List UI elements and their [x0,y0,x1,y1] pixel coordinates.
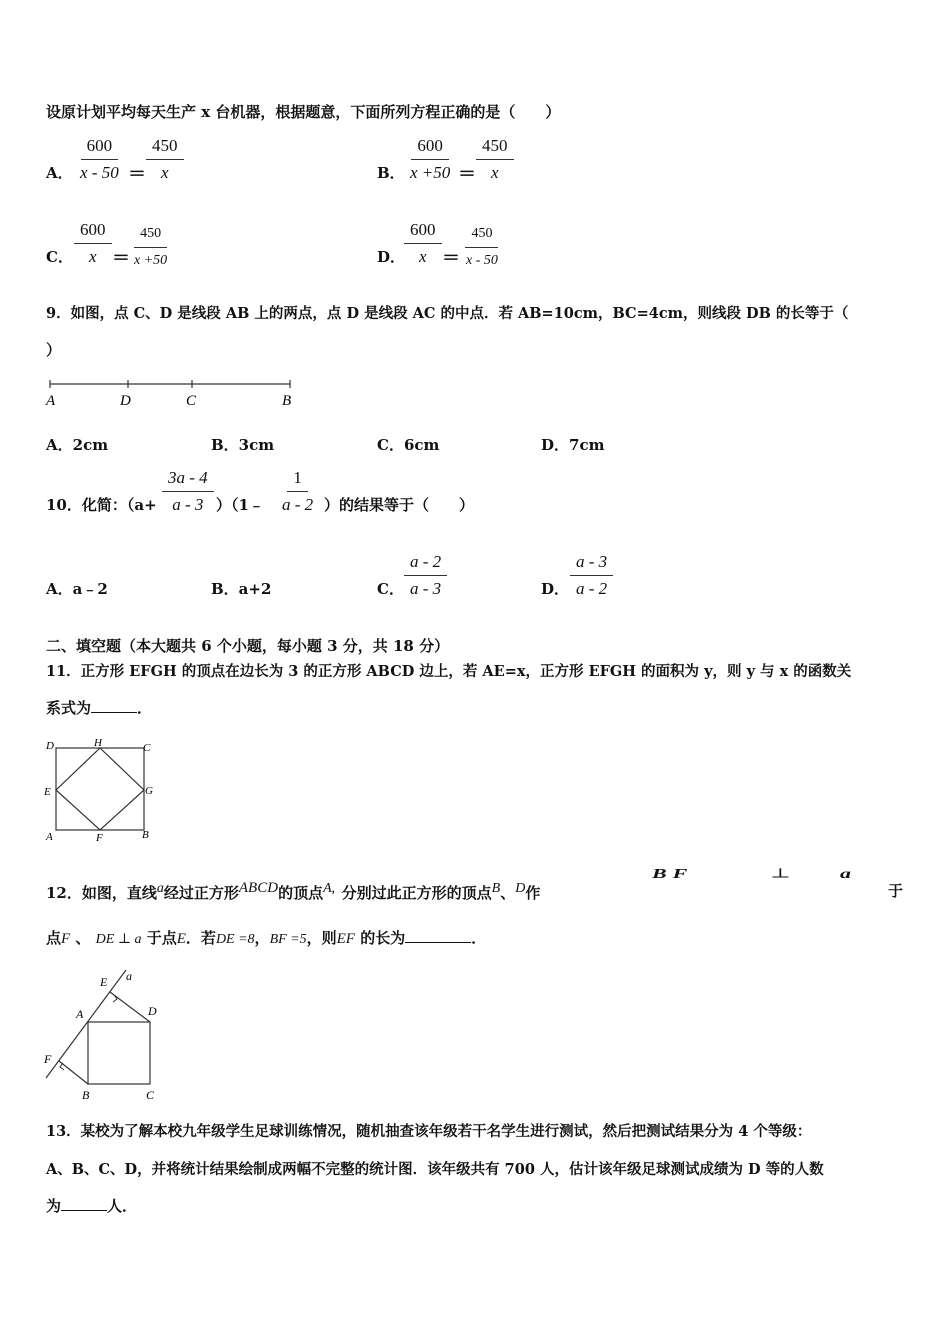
svg-text:B: B [142,829,149,841]
q10-fraction-2: $\frac{1}{a - 2}$ [282,468,314,514]
q10-option-b: B．a+2 [211,580,272,598]
q10-option-d-label: D． [541,580,570,598]
svg-text:A: A [76,1007,84,1021]
q8-option-a-label: A． [46,164,73,182]
q8-option-c-label: C． [46,248,73,266]
q13-line-1: 13．某校为了解本校九年级学生足球训练情况，随机抽查该年级若干名学生进行测试，然后把测试结果分为 4 个等级： [46,1123,812,1140]
svg-text:H: H [94,737,102,749]
q10-fraction-1: $\frac{3a - 4}{a - 3}$ [162,468,214,515]
q9-option-a: A．2cm [46,436,109,454]
q8-option-c-right-fraction: $\frac{450}{x +50}$ [134,226,168,268]
q9-option-b: B．3cm [211,436,275,454]
q12-line-1-start: 12．如图，直线$^a$经过正方形$^{ABCD}$的顶点$^{A,}$分别过此正方形的顶点$^B$、$^D$作 [46,880,541,902]
svg-text:D: D [148,1004,157,1018]
svg-text:F: F [44,1052,52,1066]
q10-suffix: ）的结果等于（ ） [324,496,475,514]
q12-line-2: 点F 、 DE ⊥ a 于点E．若DE =8，BF =5，则EF 的长为 ． [46,929,487,947]
section-2-title: 二、填空题（本大题共 6 个小题，每小题 3 分，共 18 分） [46,637,450,655]
q8-option-c-left-fraction: $\frac{600}{x}$ [74,220,112,267]
svg-text:E: E [44,786,51,798]
q10-mid: ）（1﹣ [216,496,264,514]
q9-option-d: D．7cm [541,436,605,454]
svg-text:A: A [46,831,53,843]
q8-option-a-right-fraction: $\frac{450}{x}$ [146,136,184,183]
q9-option-c: C．6cm [377,436,440,454]
svg-text:F: F [96,832,103,844]
q12-perp-large: ⊥ [770,866,791,881]
q9-segment-figure [44,376,300,412]
point-b-label: B [282,393,292,409]
q11-square-figure [42,736,162,844]
q12-bf-large: BF [652,866,694,881]
q8-stem: 设原计划平均每天生产 x 台机器，根据题意，下面所列方程正确的是（ ） [46,103,561,121]
svg-text:G: G [145,785,153,797]
q12-a-large: a [840,866,851,881]
q10-option-c-fraction: $\frac{a - 2}{a - 3}$ [404,552,447,599]
q8-option-d-label: D． [377,248,406,266]
svg-text:D: D [46,740,54,752]
q9-stem-end: ） [46,341,62,359]
q8-option-b-right-fraction: $\frac{450}{x}$ [476,136,514,183]
point-d-label: D [120,393,131,409]
svg-text:B: B [82,1088,90,1102]
q10-option-d-fraction: $\frac{a - 3}{a - 2}$ [570,552,613,599]
svg-text:C: C [143,742,151,754]
q12-line-1-end: 于 [888,882,904,900]
q9-stem: 9．如图，点 C、D 是线段 AB 上的两点，点 D 是线段 AC 的中点．若 AB=10cm，BC=4cm，则线段 DB 的长等于（ [46,305,849,322]
svg-text:a: a [126,969,132,983]
point-c-label: C [186,393,197,409]
q11-line-1: 11．正方形 EFGH 的顶点在边长为 3 的正方形 ABCD 边上，若 AE=x，正方形 EFGH 的面积为 y，则 y 与 x 的函数关 [46,663,852,680]
q10-option-a: A．a﹣2 [46,580,108,598]
q8-option-d-right-fraction: $\frac{450}{x - 50}$ [466,226,498,268]
q11-line-2: 系式为 ． [46,699,153,717]
q8-option-b-label: B． [377,164,405,182]
q13-answer-blank[interactable] [61,1196,107,1211]
q12-answer-blank[interactable] [405,928,471,943]
point-a-label: A [46,393,56,409]
q11-answer-blank[interactable] [91,698,137,713]
q13-line-2: A、B、C、D，并将统计结果绘制成两幅不完整的统计图．该年级共有 700 人，估计该年级足球测试成绩为 D 等的人数 [46,1161,824,1178]
q10-prefix: 10．化简：（a+ [46,496,157,514]
q12-square-figure [42,964,166,1106]
svg-text:C: C [146,1088,155,1102]
q13-line-3: 为 人． [46,1197,138,1215]
svg-text:E: E [100,975,108,989]
q8-option-a-left-fraction: $\frac{600}{x - 50}$ [80,136,119,182]
q8-option-b-left-fraction: $\frac{600}{x +50}$ [410,136,451,182]
q10-option-c-label: C． [377,580,404,598]
q8-option-d-left-fraction: $\frac{600}{x}$ [404,220,442,267]
